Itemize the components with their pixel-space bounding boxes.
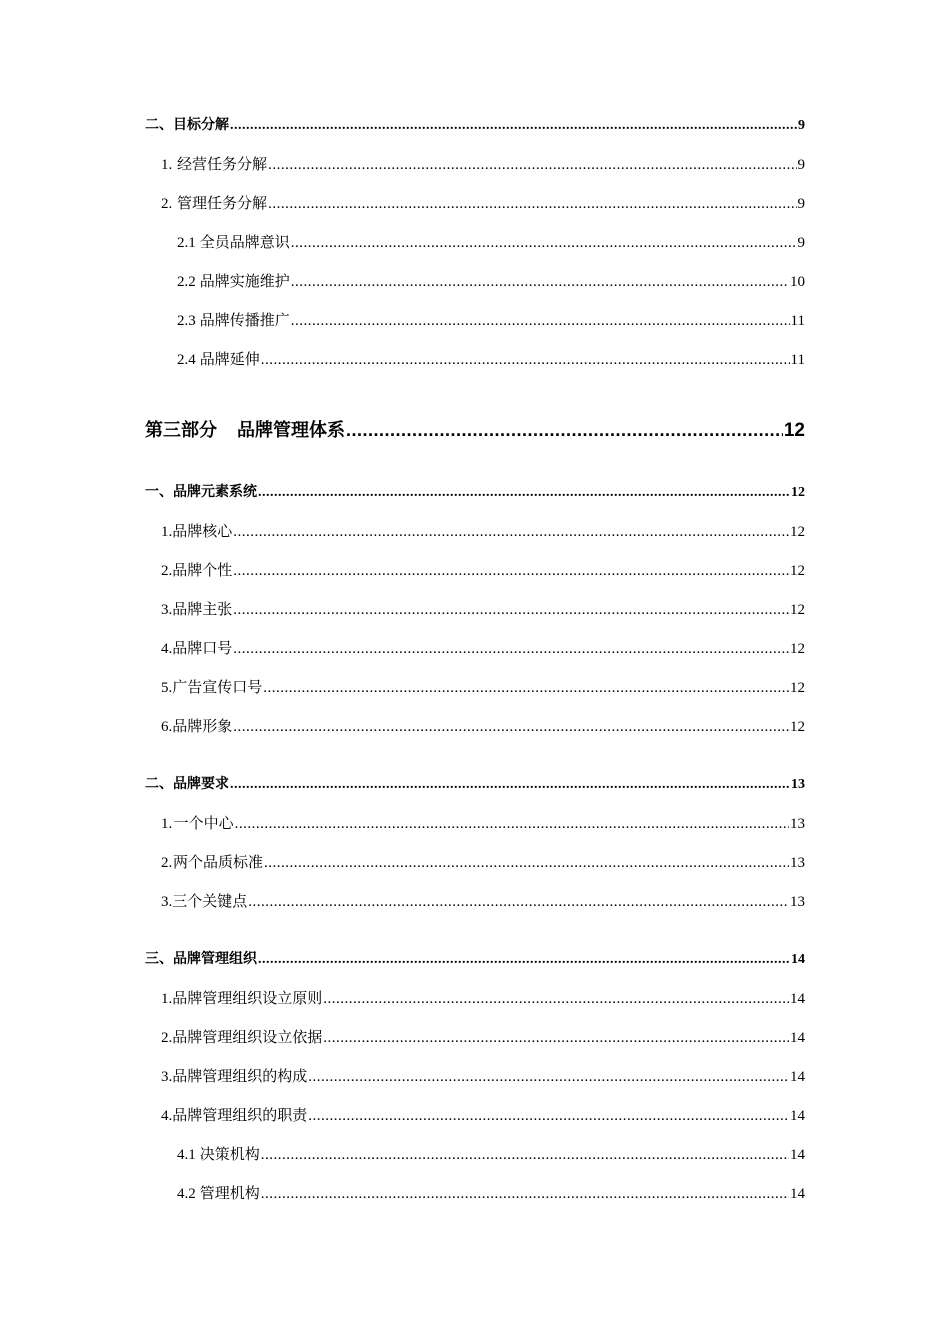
toc-dot-leader	[233, 522, 789, 542]
toc-entry-title: 广告宣传口号	[172, 680, 263, 696]
toc-dot-leader	[291, 311, 790, 331]
toc-dot-leader	[308, 1106, 789, 1126]
toc-entry-item[interactable]	[161, 639, 805, 659]
toc-dot-leader	[235, 814, 789, 834]
toc-entry-page: 12	[790, 524, 805, 540]
toc-entry-item[interactable]	[161, 717, 805, 737]
toc-dot-leader	[308, 1067, 789, 1087]
toc-entry-title: 品牌管理组织的职责	[172, 1108, 308, 1124]
toc-entry-page: 9	[797, 235, 805, 251]
toc-entry-item[interactable]	[161, 678, 805, 698]
toc-entry-title: 品牌延伸	[199, 352, 260, 368]
toc-entry-number: 1.	[161, 816, 173, 832]
toc-entry-item[interactable]	[161, 561, 805, 581]
toc-entry-number: 4.2	[177, 1186, 196, 1202]
toc-entry-item[interactable]	[161, 814, 805, 834]
toc-entry-page: 12	[783, 420, 805, 441]
toc-entry-page: 9	[798, 118, 805, 133]
toc-entry-page: 12	[790, 680, 805, 696]
toc-entry-section[interactable]	[145, 950, 805, 970]
toc-entry-page: 14	[791, 952, 805, 967]
toc-entry-title: 品牌口号	[172, 641, 233, 657]
toc-entry-item[interactable]	[161, 989, 805, 1009]
toc-entry-title: 品牌个性	[172, 563, 233, 579]
toc-entry-page: 9	[797, 196, 805, 212]
toc-entry-number: 二、	[145, 777, 173, 792]
toc-entry-page: 12	[791, 485, 805, 500]
toc-entry-subitem[interactable]	[177, 350, 805, 370]
toc-entry-number: 2.	[161, 1030, 173, 1046]
toc-dot-leader	[323, 989, 789, 1009]
toc-entry-number: 第三部分	[145, 420, 217, 440]
toc-entry-subitem[interactable]	[177, 1184, 805, 1204]
toc-entry-page: 11	[790, 352, 805, 368]
toc-entry-number: 一、	[145, 485, 173, 500]
toc-entry-title: 品牌要求	[173, 777, 229, 792]
toc-entry-title: 管理任务分解	[177, 196, 268, 212]
toc-entry-number: 3.	[161, 894, 173, 910]
toc-dot-leader	[263, 678, 789, 698]
toc-entry-subitem[interactable]	[177, 311, 805, 331]
toc-entry-page: 12	[790, 641, 805, 657]
toc-entry-number: 2.3	[177, 313, 196, 329]
toc-entry-number: 2.2	[177, 274, 196, 290]
toc-entry-title: 品牌管理组织设立依据	[172, 1030, 323, 1046]
toc-entry-title: 品牌核心	[172, 524, 233, 540]
toc-entry-title: 品牌元素系统	[173, 485, 257, 500]
toc-dot-leader	[346, 417, 783, 443]
toc-entry-item[interactable]	[161, 194, 805, 214]
toc-dot-leader	[291, 233, 797, 253]
toc-dot-leader	[261, 1145, 789, 1165]
toc-entry-number: 三、	[145, 952, 173, 967]
toc-entry-section[interactable]	[145, 775, 805, 795]
toc-dot-leader	[258, 950, 790, 970]
toc-dot-leader	[233, 561, 789, 581]
toc-entry-title: 品牌管理组织设立原则	[172, 991, 323, 1007]
toc-entry-title: 全员品牌意识	[199, 235, 290, 251]
toc-entry-number: 二、	[145, 118, 173, 133]
toc-entry-page: 11	[790, 313, 805, 329]
toc-entry-page: 13	[790, 816, 805, 832]
toc-entry-subitem[interactable]	[177, 233, 805, 253]
toc-entry-page: 14	[790, 1030, 805, 1046]
toc-dot-leader	[264, 853, 789, 873]
toc-entry-page: 14	[790, 1069, 805, 1085]
toc-entry-page: 12	[790, 602, 805, 618]
toc-entry-page: 14	[790, 1147, 805, 1163]
toc-dot-leader	[230, 775, 790, 795]
toc-entry-number: 4.1	[177, 1147, 196, 1163]
toc-dot-leader	[230, 116, 797, 136]
toc-entry-item[interactable]	[161, 1028, 805, 1048]
toc-entry-item[interactable]	[161, 1067, 805, 1087]
toc-entry-number: 2.1	[177, 235, 196, 251]
toc-entry-title: 两个品质标准	[172, 855, 263, 871]
toc-entry-title: 品牌管理组织的构成	[172, 1069, 308, 1085]
toc-entry-title: 一个中心	[173, 816, 234, 832]
toc-entry-part[interactable]	[145, 417, 805, 443]
toc-entry-page: 14	[790, 991, 805, 1007]
toc-entry-title: 目标分解	[173, 118, 229, 133]
toc-dot-leader	[268, 194, 796, 214]
toc-entry-number: 6.	[161, 719, 173, 735]
toc-entry-page: 13	[790, 855, 805, 871]
toc-entry-item[interactable]	[161, 522, 805, 542]
toc-dot-leader	[268, 155, 796, 175]
toc-entry-number: 1.	[161, 991, 173, 1007]
toc-entry-number: 5.	[161, 680, 173, 696]
toc-entry-number: 2.4	[177, 352, 196, 368]
toc-dot-leader	[291, 272, 789, 292]
toc-entry-number: 3.	[161, 1069, 173, 1085]
toc-entry-page: 12	[790, 719, 805, 735]
toc-entry-title: 管理机构	[199, 1186, 260, 1202]
toc-dot-leader	[233, 717, 789, 737]
toc-entry-number: 3.	[161, 602, 173, 618]
toc-entry-title: 三个关键点	[172, 894, 248, 910]
toc-entry-item[interactable]	[161, 1106, 805, 1126]
toc-entry-title: 决策机构	[199, 1147, 260, 1163]
toc-entry-item[interactable]	[161, 600, 805, 620]
toc-entry-page: 13	[791, 777, 805, 792]
toc-entry-number: 4.	[161, 1108, 173, 1124]
toc-entry-title: 品牌管理体系	[237, 420, 345, 440]
toc-entry-title: 品牌主张	[172, 602, 233, 618]
toc-entry-item[interactable]	[161, 155, 805, 175]
toc-entry-number: 2.	[161, 563, 173, 579]
toc-entry-section[interactable]	[145, 483, 805, 503]
toc-entry-title: 品牌管理组织	[173, 952, 257, 967]
toc-dot-leader	[258, 483, 790, 503]
toc-dot-leader	[233, 600, 789, 620]
toc-entry-subitem[interactable]	[177, 272, 805, 292]
toc-entry-number: 4.	[161, 641, 173, 657]
toc-entry-page: 10	[790, 274, 805, 290]
toc-dot-leader	[323, 1028, 789, 1048]
toc-entry-item[interactable]	[161, 853, 805, 873]
toc-entry-page: 14	[790, 1108, 805, 1124]
toc-entry-number: 2.	[161, 196, 173, 212]
toc-entry-number: 1.	[161, 524, 173, 540]
toc-dot-leader	[233, 639, 789, 659]
toc-entry-title: 品牌形象	[172, 719, 233, 735]
toc-dot-leader	[261, 350, 790, 370]
toc-entry-section[interactable]	[145, 116, 805, 136]
toc-entry-page: 14	[790, 1186, 805, 1202]
toc-entry-number: 2.	[161, 855, 173, 871]
toc-entry-item[interactable]	[161, 892, 805, 912]
toc-entry-title: 经营任务分解	[177, 157, 268, 173]
toc-entry-page: 9	[797, 157, 805, 173]
toc-entry-number: 1.	[161, 157, 173, 173]
toc-dot-leader	[248, 892, 789, 912]
toc-entry-page: 12	[790, 563, 805, 579]
toc-entry-page: 13	[790, 894, 805, 910]
toc-dot-leader	[261, 1184, 789, 1204]
toc-entry-title: 品牌实施维护	[199, 274, 290, 290]
toc-entry-subitem[interactable]	[177, 1145, 805, 1165]
toc-entry-title: 品牌传播推广	[199, 313, 290, 329]
